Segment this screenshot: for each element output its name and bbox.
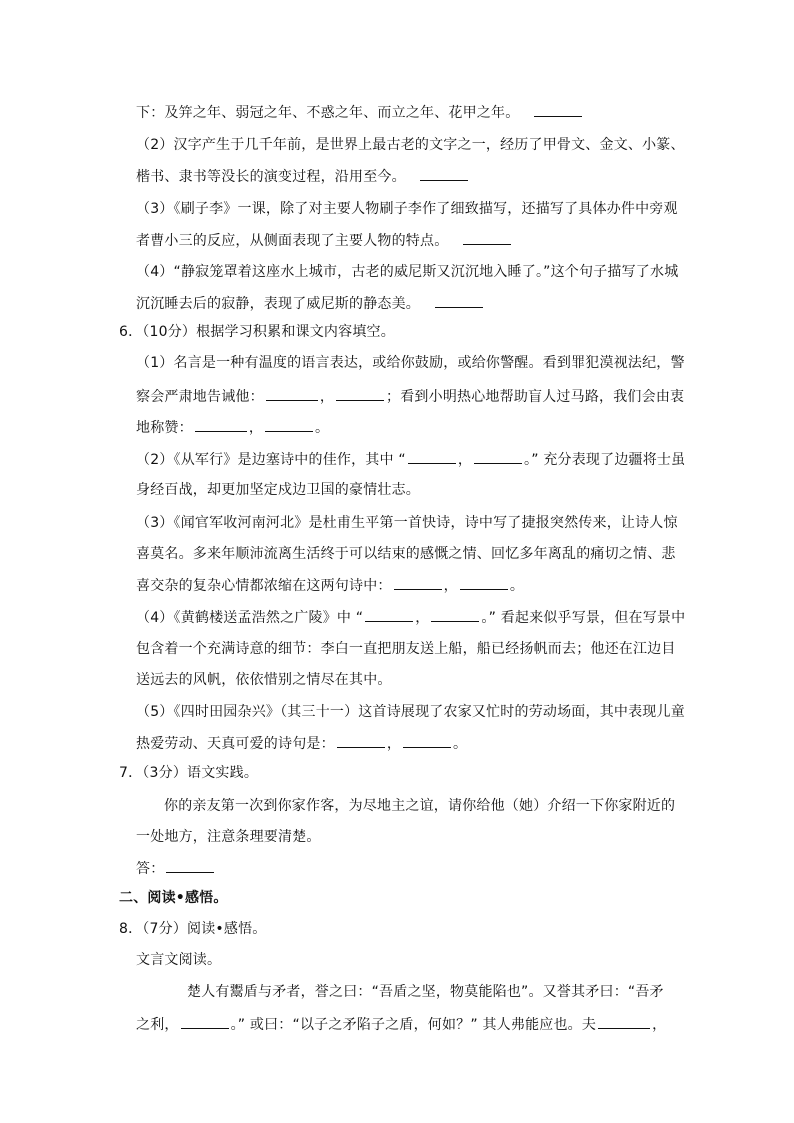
text: （5）《四时田园杂兴》（其三十一）这首诗展现了农家又忙时的劳动场面，其中表现儿童 [136,704,685,720]
answer-blank[interactable] [394,575,442,590]
line-21 [136,733,467,753]
answer-blank[interactable] [474,449,522,464]
line-13 [136,480,420,500]
line-19 [136,670,392,690]
text: ， [415,610,430,626]
text: 察会严肃地告诫他： [136,389,264,405]
text: 你的亲友第一次到你家作客，为尽地主之谊，请你给他（她）介绍一下你家附近的 [164,798,676,814]
answer-blank[interactable] [403,733,451,748]
text: 喜交杂的复杂心情都浓缩在这两句诗中： [136,578,392,594]
answer-blank[interactable] [598,1014,650,1029]
line-30 [136,1014,666,1034]
answer-blank[interactable] [337,733,385,748]
answer-label: 答： [136,861,165,877]
line-05 [136,230,513,250]
answer-blank[interactable] [408,449,456,464]
text: 送远去的风帆，依依惜别之情尽在其中。 [136,672,392,688]
text: ， [319,389,335,405]
answer-line [136,858,216,878]
text: 二、阅读•感悟。 [119,890,228,906]
answer-blank[interactable] [166,858,214,873]
line-29 [187,982,664,1002]
text: 下：及笄之年、弱冠之年、不惑之年、而立之年、花甲之年。 [136,105,520,121]
answer-blank[interactable] [336,386,384,401]
line-11 [136,417,329,437]
text: 沉沉睡去后的寂静，表现了威尼斯的静态美。 [136,296,420,312]
text: 者曹小三的反应，从侧面表现了主要人物的特点。 [136,233,449,249]
text: 楷书、隶书等没长的演变过程，沿用至今。 [136,169,406,185]
answer-blank[interactable] [431,607,479,622]
text: （3）《闻官军收河南河北》是杜甫生平第一首快诗，诗中写了捷报突然传来，让诗人惊 [136,515,678,531]
answer-blank[interactable] [265,417,313,432]
line-20 [136,702,685,722]
text: ， [443,578,458,594]
answer-blank[interactable] [181,1014,229,1029]
text: 一处地方，注意条理要清楚。 [136,829,321,845]
answer-blank[interactable] [195,417,247,432]
text: ， [457,452,473,468]
line-01 [136,102,584,122]
text: 楚人有鬻盾与矛者，誉之曰：“吾盾之坚，物莫能陷也”。又誉其矛曰：“吾矛 [187,984,664,1000]
text: ， [248,420,264,436]
text: ；看到小明热心地帮助盲人过马路，我们会由衷 [386,389,685,405]
answer-blank[interactable] [460,575,508,590]
text: （4）“静寂笼罩着这座水上城市，古老的威尼斯又沉沉地入睡了。”这个句子描写了水城 [136,264,679,280]
question-8-heading [119,919,266,939]
text: ， [386,736,402,752]
text: 6．（10分）根据学习积累和课文内容填空。 [119,324,395,340]
line-06 [136,262,678,282]
text: 。” 充分表现了边疆将士虽 [524,452,686,468]
text: ， [652,1017,667,1033]
line-04 [136,199,678,219]
line-12 [136,449,685,469]
answer-blank[interactable] [463,230,511,245]
text: 文言文阅读。 [136,952,222,968]
line-24 [136,827,321,847]
text: （2）《从军行》是边塞诗中的佳作，其中 “ [136,452,406,468]
line-09 [136,353,685,373]
text: 。 [453,736,468,752]
text: 包含着一个充满诗意的细节：李白一直把朋友送上船，船已经扬帆而去；他还在江边目 [136,641,676,657]
line-15 [136,544,676,564]
text: 之利， [136,1017,179,1033]
line-14 [136,513,678,533]
line-10 [136,386,684,406]
text: 8．（7分）阅读•感悟。 [119,921,267,937]
text: （4）《黄鹤楼送孟浩然之广陵》中 “ [136,610,364,626]
line-18 [136,639,676,659]
answer-blank[interactable] [365,607,413,622]
question-7-heading [119,763,258,783]
line-07 [136,293,485,313]
text: 。 [509,578,525,594]
text: 地称赞： [136,420,193,436]
text: （2）汉字产生于几千年前，是世界上最古老的文字之一，经历了甲骨文、金文、小篆、 [136,137,685,153]
text: 热爱劳动、天真可爱的诗句是： [136,736,335,752]
text: （1）名言是一种有温度的语言表达，或给你鼓励，或给你警醒。看到罪犯漠视法纪，警 [136,355,685,371]
text: 。 [315,420,330,436]
text: 身经百战，却更加坚定戍边卫国的豪情壮志。 [136,482,420,498]
text: 喜莫名。多来年顺沛流离生活终于可以结束的感慨之情、回忆多年离乱的痛切之情、悲 [136,546,676,562]
line-17 [136,607,685,627]
answer-blank[interactable] [435,293,483,308]
section-2-heading [119,888,228,908]
line-16 [136,575,524,595]
text: 。” 或曰：“以子之矛陷子之盾，何如？” 其人弗能应也。夫 [230,1017,597,1033]
text: （3）《刷子李》一课，除了对主要人物刷子李作了细致描写，还描写了具体办件中旁观 [136,201,678,217]
line-03 [136,166,470,186]
answer-blank[interactable] [266,386,318,401]
answer-blank[interactable] [534,102,582,117]
line-02 [136,135,685,155]
line-23 [164,796,675,816]
question-6-heading [119,322,395,342]
answer-blank[interactable] [420,166,468,181]
line-28 [136,950,221,970]
text: 7．（3分）语文实践。 [119,765,259,781]
text: 。” 看起来似乎写景，但在写景中 [481,610,686,626]
